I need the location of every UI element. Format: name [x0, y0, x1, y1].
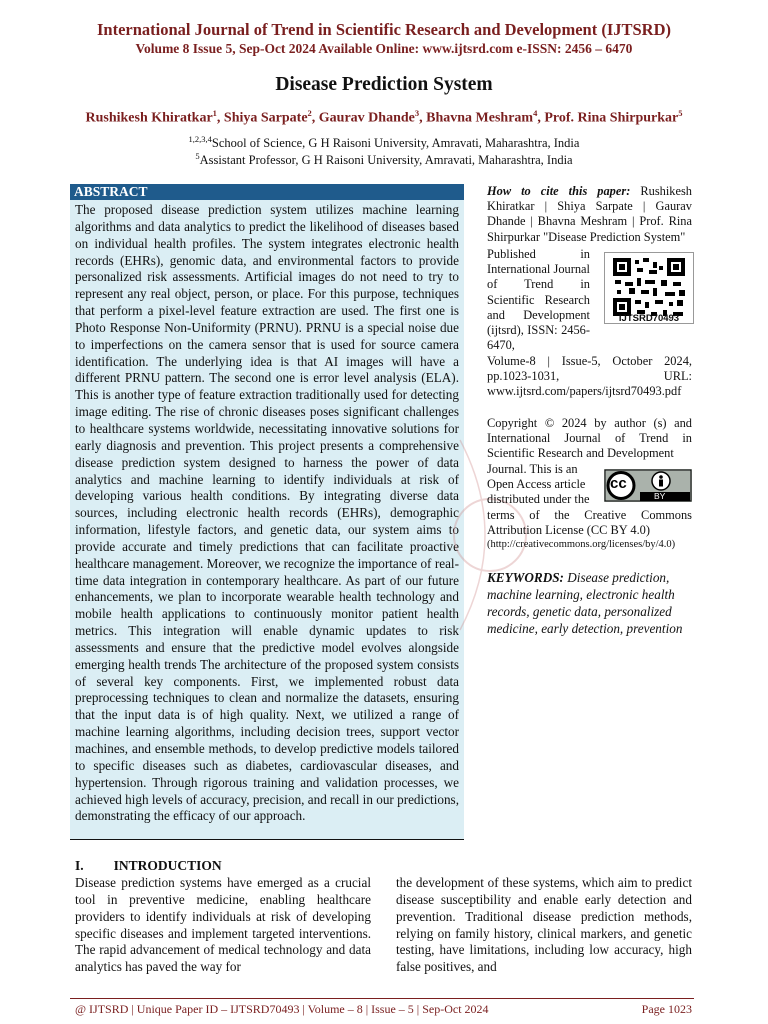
journal-name: International Journal of Trend in Scientific Research and Development (IJTSRD) [97, 20, 671, 39]
citation-block [487, 184, 692, 245]
citation-details: Volume-8 | Issue-5, October 2024, pp.1023-1031, URL: www.ijtsrd.com/papers/ijtsrd70493.pdf [487, 354, 692, 399]
author-name: Gaurav Dhande [318, 110, 415, 126]
section-title: INTRODUCTION [113, 858, 222, 873]
intro-column-1: Disease prediction systems have emerged as a crucial tool in preventive medicine, enabling healthcare providers to identify individuals at risk of developing specific diseases and implement targeted interventions. The rapid advancement of medical technology and data analytics has paved the way for [75, 875, 371, 975]
license-url[interactable]: (http://creativecommons.org/licenses/by/4.0) [487, 539, 676, 550]
author-sup: 4 [533, 108, 538, 118]
abstract-heading: ABSTRACT [74, 184, 148, 199]
keywords-label: KEYWORDS: [487, 570, 564, 585]
section-heading [75, 857, 222, 874]
author-list: Rushikesh Khiratkar$^1$, Shiya Sarpate$^2$, Gaurav Dhande$^3$, Bhavna Meshram$^4$, Prof. Rina Shirpurkar$^5$ [85, 108, 683, 126]
affiliation [0, 149, 768, 168]
footer-rule [70, 998, 694, 999]
section-number: I. [75, 858, 84, 873]
copyright-license: terms of the Creative Commons Attribution License (CC BY 4.0) [487, 508, 692, 538]
keywords-text: Disease prediction, machine learning, electronic health records, genetic data, personalized medicine, early detection, prevention [487, 570, 683, 636]
qr-code[interactable] [604, 252, 694, 324]
by-label: BY [654, 491, 666, 501]
cc-by-badge[interactable] [604, 469, 692, 502]
affiliation-sup: 5 [195, 151, 200, 161]
author-sup: 1 [212, 108, 217, 118]
qr-code-icon [613, 258, 685, 320]
volume-line: Volume 8 Issue 5, Sep-Oct 2024 Available Online: www.ijtsrd.com e-ISSN: 2456 – 6470 [135, 41, 633, 56]
abstract-rule [70, 839, 464, 840]
author-name: Prof. Rina Shirpurkar [544, 110, 679, 126]
abstract-heading-bar [70, 184, 464, 200]
author-name: Shiya Sarpate [223, 110, 308, 126]
citation-text: Rushikesh Khiratkar | Shiya Sarpate | Gaurav Dhande | Bhavna Meshram | Prof. Rina Shirpurkar "Disease Prediction System" [487, 184, 692, 244]
copyright-open-access: Journal. This is an Open Access article distributed under the [487, 462, 590, 507]
abstract-text: The proposed disease prediction system utilizes machine learning algorithms and data analytics to predict the likelihood of diseases based on individual health profiles. The system integrates electronic health records (EHRs), genomic data, and environmental factors to provide personalized risk assessments. Artificial images do not need to try to represent any real object, person, or place. For this purpose, techniques that perform a pixel-level feature extraction are used. The first one is Photo Response Non-Uniformity (PRNU). PRNU is a special noise due to imperfections on the camera sensor that is used for source camera identification. The underlying idea is that AI images will have a different PRNU pattern. The second one is error level analysis (ELA). This is another type of feature extraction traditionally used for detecting image editing. The rise of chronic diseases poses significant challenges to healthcare systems worldwide, necessitating innovative solutions for early diagnosis and prevention. This project presents a comprehensive disease prediction system designed to harness the power of data analytics and machine learning to identify individuals at risk of developing various health conditions. By integrating diverse data sources, including electronic health records (EHRs), demographic information, lifestyle factors, and genetic data, our system aims to provide accurate and timely predictions that can facilitate proactive healthcare management. Moreover, we recognize the importance of real-time data integration in contemporary healthcare. As part of our future enhancements, we plan to incorporate wearable health technology and mobile health applications to continuously monitor patient health metrics. This integration will enable dynamic updates to risk assessments and ensure that the predictive model evolves alongside emerging health trends The architecture of the proposed system consists of several key components. First, we implemented robust data preprocessing techniques to clean and normalize the datasets, ensuring that the input data is of high quality. Next, we utilized a range of machine learning algorithms, including decision trees, support vector machines, and ensemble methods, to develop predictive models tailored to specific diseases such as diabetes, cardiovascular diseases, and hypertension. Through rigorous training and validation processes, we achieved high levels of accuracy, precision, and recall in our predictions, demonstrating the efficacy of our approach. [75, 202, 459, 824]
footer [75, 1002, 692, 1017]
citation-label: How to cite this paper: [487, 184, 631, 198]
author-name: Bhavna Meshram [426, 110, 534, 126]
cc-label: cc [610, 475, 627, 492]
author-name: Rushikesh Khiratkar [85, 110, 213, 126]
qr-id-label: IJTSRD70493 [618, 313, 680, 324]
citation-published: Published in International Journal of Trend in Scientific Research and Development (ijtsrd), ISSN: 2456-6470, [487, 247, 590, 353]
affiliation-sup: 1,2,3,4 [188, 134, 212, 144]
keywords-block [487, 569, 692, 637]
affiliation-text: School of Science, G H Raisoni University, Amravati, Maharashtra, India [211, 136, 580, 151]
affiliation-text: Assistant Professor, G H Raisoni University, Amravati, Maharashtra, India [199, 153, 573, 168]
footer-text: @ IJTSRD | Unique Paper ID – IJTSRD70493 | Volume – 8 | Issue – 5 | Sep-Oct 2024 [75, 1002, 489, 1016]
copyright-text: Copyright © 2024 by author (s) and International Journal of Trend in Scientific Research and Development [487, 416, 692, 461]
page-number: Page 1023 [641, 1002, 692, 1016]
author-sup: 5 [678, 108, 683, 118]
paper-title: Disease Prediction System [275, 74, 493, 95]
author-sup: 2 [307, 108, 312, 118]
intro-column-2: the development of these systems, which aim to predict disease susceptibility and enable early detection and prevention. Traditional disease prediction methods, relying on family history, clinical markers, and genetic testing, have limitations, including low accuracy, high false positives, and [396, 875, 692, 975]
author-sup: 3 [414, 108, 420, 118]
